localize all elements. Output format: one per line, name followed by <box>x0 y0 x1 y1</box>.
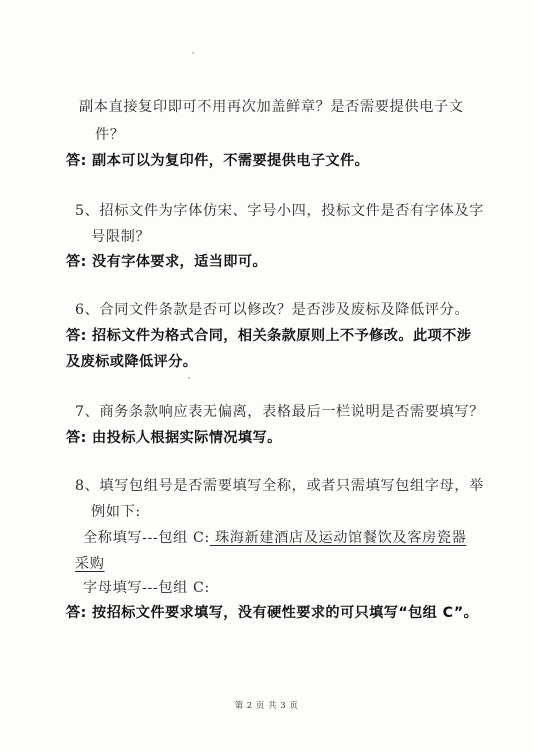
answer-4-label: 答: <box>66 153 87 169</box>
question-5-line-1: 5、招标文件为字体仿宋、字号小四，投标文件是否有字体及字 <box>75 203 484 219</box>
full-name-prefix: 全称填写---包组 C: <box>83 530 210 546</box>
question-8-line-2: 例如下: <box>91 504 141 520</box>
question-5-line-2: 号限制？ <box>91 229 151 245</box>
question-8-line-1: 8、填写包组号是否需要填写全称，或者只需填写包组字母，举 <box>75 478 484 494</box>
question-6-line-1: 6、合同文件条款是否可以修改？是否涉及废标及降低评分。 <box>75 302 470 318</box>
answer-6-line-1 <box>66 325 471 345</box>
answer-7 <box>66 427 282 447</box>
answer-5-text: 没有字体要求，适当即可。 <box>92 254 268 270</box>
answer-8 <box>66 602 478 622</box>
answer-5 <box>66 251 267 271</box>
answer-7-label: 答: <box>66 430 87 446</box>
question-8-letter-example: 字母填写---包组 C: <box>83 580 210 596</box>
answer-5-label: 答: <box>66 254 87 270</box>
page-number-footer: 第 2 页 共 3 页 <box>234 701 299 711</box>
answer-8-text: 按招标文件要求填写，没有硬性要求的可只填写“包组 C”。 <box>92 605 479 621</box>
scan-speck <box>192 52 194 54</box>
question-8-full-name-example <box>83 527 466 547</box>
question-4-line-2: 件？ <box>95 127 125 143</box>
scan-speck <box>188 377 190 379</box>
answer-4-text: 副本可以为复印件，不需要提供电子文件。 <box>92 153 370 169</box>
full-name-value-2: 采购 <box>75 556 105 572</box>
answer-8-label: 答: <box>66 605 87 621</box>
question-4-line-1: 副本直接复印即可不用再次加盖鲜章？是否需要提供电子文 <box>79 99 464 115</box>
answer-7-text: 由投标人根据实际情况填写。 <box>92 430 282 446</box>
answer-6-label: 答: <box>66 328 87 344</box>
full-name-value-1: 珠海新建酒店及运动馆餐饮及客房瓷器 <box>209 530 467 546</box>
answer-6-text-1: 招标文件为格式合同，相关条款原则上不予修改。此项不涉 <box>92 328 472 344</box>
answer-6-line-2: 及废标或降低评分。 <box>66 354 198 370</box>
answer-4 <box>66 150 369 170</box>
question-7-line-1: 7、商务条款响应表无偏离，表格最后一栏说明是否需要填写？ <box>75 404 484 420</box>
question-8-full-name-example-cont <box>75 553 105 573</box>
